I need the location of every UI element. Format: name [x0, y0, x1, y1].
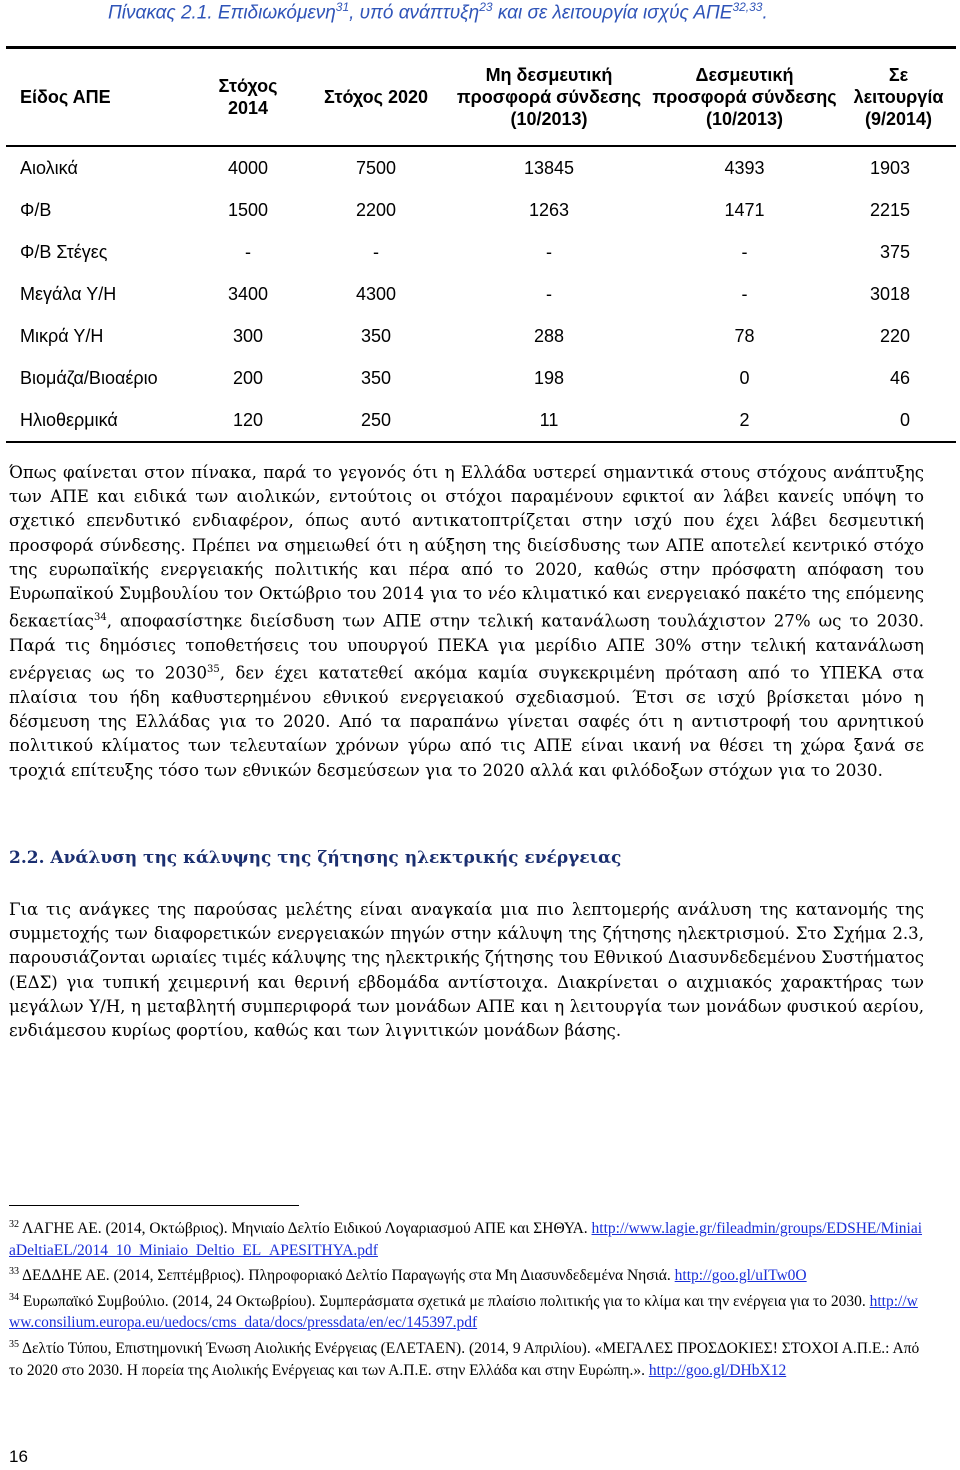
table-cell: 2215	[869, 199, 910, 220]
table-cell: 4393	[724, 157, 765, 178]
table-cell: 13845	[523, 157, 575, 178]
footnote-number: 32	[9, 1219, 19, 1230]
footnote-link[interactable]: http://goo.gl/uITw0O	[674, 1267, 807, 1285]
footnote-text: Ευρωπαϊκό Συμβούλιο. (2014, 24 Οκτωβρίου). Συμπεράσματα σχετικά με πλαίσιο πολιτικής για το κλίμα και την ενέργεια για το 2030.	[22, 1292, 866, 1310]
row-label: Φ/Β	[20, 199, 52, 220]
col-header-target-2020: Στόχος 2020	[324, 87, 428, 107]
col-header-target-2014: Στόχος 2014	[218, 76, 278, 118]
table-cell: -	[741, 241, 748, 262]
table-cell: 3018	[869, 283, 910, 304]
footnote	[9, 1261, 924, 1287]
table-cell: 78	[734, 325, 755, 346]
footnote	[9, 1334, 924, 1381]
footnotes	[9, 1214, 924, 1381]
row-label: Μικρά Υ/Η	[20, 325, 104, 346]
col-header-type: Είδος ΑΠΕ	[20, 87, 111, 107]
table-cell: 1903	[869, 157, 910, 178]
table-cell: 4300	[355, 283, 397, 304]
table-cell: 350	[360, 325, 392, 346]
table-row	[6, 146, 956, 189]
table-row	[6, 231, 956, 273]
footnote-link[interactable]: http://www.consilium.europa.eu/uedocs/cms_data/docs/pressdata/en/ec/145397.pdf	[9, 1292, 918, 1332]
table-cell: -	[546, 241, 552, 262]
col-header-operating: Σε λειτουργία (9/2014)	[853, 65, 944, 129]
footnote-number: 35	[9, 1338, 19, 1350]
footnote	[9, 1214, 924, 1261]
footnote-text: Δελτίο Τύπου, Επιστημονική Ένωση Αιολικής Ενέργειας (ΕΛΕΤΑΕΝ). (2014, 9 Απριλίου). «ΜΕΓΑΛΕΣ ΠΡΟΣΔΟΚΙΕΣ! ΣΤΟΧΟΙ Α.Π.Ε.: Από το 2020 στο 2030. Η πορεία της Αιολικής Ενέργειας και των Α.Π.Ε. στην Ελλάδα και στην Ευρώπη.».	[9, 1340, 920, 1379]
table-cell: 375	[879, 241, 910, 262]
table-cell: 0	[739, 367, 750, 388]
paragraph-2: Για τις ανάγκες της παρούσας μελέτης είναι αναγκαία μια πιο λεπτομερής ανάλυση της κατανομής της συμμετοχής των διαφορετικών ενεργειακών πηγών στην κάλυψη της ζήτησης ηλεκτρισμού. Στο Σχήμα 2.3, παρουσιάζονται ωριαίες τιμές κάλυψης της ηλεκτρικής ζήτησης του Εθνικού Διασυνδεδεμένου Συστήματος (ΕΔΣ) για τυπική χειμερινή και θερινή εβδομάδα αντίστοιχα. Διακρίνεται ο αιχμιακός χαρακτήρας των μεγάλων Υ/Η, η μεταβλητή συμπεριφορά των μονάδων ΑΠΕ και η λειτουργία των μονάδων φυσικού αερίου, ενδιάμεσου κυρίως φορτίου, καθώς και των λιγνιτικών μονάδων βάσης.	[9, 900, 924, 1041]
table-header-row	[6, 48, 956, 147]
paragraph-1: Όπως φαίνεται στον πίνακα, παρά το γεγονός ότι η Ελλάδα υστερεί σημαντικά στους στόχους ανάπτυξης των ΑΠΕ και ειδικά των αιολικών, εντούτοις οι στόχοι παραμένουν εφικτοί αν λάβει κανείς υπόψη το σχετικό επενδυτικό ενδιαφέρον, όπως αυτό αντικατοπτρίζεται στην ισχύ που έχει λάβει δεσμευτική προσφορά σύνδεσης. Πρέπει να σημειωθεί ότι η αύξηση της διείσδυσης των ΑΠΕ αποτελεί κεντρικό στόχο της ευρωπαϊκής ενεργειακής πολιτικής και πέρα από το 2020, καθώς στην πρόσφατη απόφαση του Ευρωπαϊκού Συμβουλίου τον Οκτώβριο του 2014 για το νέο κλιματικό και ενεργειακό πακέτο της επόμενης δεκαετίας$^{34}$, αποφασίστηκε διείσδυση των ΑΠΕ στην τελική κατανάλωση τουλάχιστον 27% ως το 2030. Παρά τις δημόσιες τοποθετήσεις του υπουργού ΠΕΚΑ για μερίδιο ΑΠΕ 30% στην τελική κατανάλωση ενέργειας ως το 2030$^{35}$, δεν έχει κατατεθεί ακόμα καμία συγκεκριμένη πρόταση από το ΥΠΕΚΑ στα πλαίσια του ήδη καθυστερημένου εθνικού ενεργειακού σχεδιασμού. Έτσι σε ισχύ βρίσκεται μόνο η δέσμευση της Ελλάδας για το 2020. Από τα παραπάνω γίνεται σαφές ότι η αντιστροφή του αρνητικού πολιτικού κλίματος των τελευταίων χρόνων γύρω από τις ΑΠΕ είναι ικανή να θέσει τη χώρα ξανά σε τροχιά επίτευξης τόσο των εθνικών δεσμεύσεων για το 2020 αλλά και φιλόδοξων στόχων για το 2030.	[9, 463, 924, 780]
table-cell: 200	[232, 367, 264, 388]
section-heading: 2.2. Ανάλυση της κάλυψης της ζήτησης ηλεκτρικής ενέργειας	[9, 848, 622, 868]
table-caption: Πίνακας 2.1. Επιδιωκόμενη$^{31}$, υπό ανάπτυξη$^{23}$ και σε λειτουργία ισχύς ΑΠΕ$^{32,33}$.	[108, 0, 768, 24]
footnote-text: ΛΑΓΗΕ ΑΕ. (2014, Οκτώβριος). Μηνιαίο Δελτίο Ειδικού Λογαριασμού ΑΠΕ και ΣΗΘΥΑ.	[22, 1220, 588, 1238]
footnote-number: 34	[9, 1291, 19, 1303]
table-cell: 198	[533, 367, 565, 388]
footnote-link[interactable]: http://goo.gl/DHbX12	[648, 1361, 787, 1379]
row-label: Αιολικά	[20, 157, 78, 178]
table-cell: -	[741, 283, 748, 304]
table-cell: -	[245, 241, 251, 262]
row-label: Βιομάζα/Βιοαέριο	[20, 367, 158, 388]
page-number: 16	[9, 1447, 28, 1466]
row-label: Φ/Β Στέγες	[20, 241, 108, 262]
row-label: Ηλιοθερμικά	[20, 409, 118, 430]
table-row	[6, 189, 956, 231]
footnote-separator	[9, 1205, 299, 1206]
table-cell: 46	[889, 367, 910, 388]
row-label: Μεγάλα Υ/Η	[20, 283, 117, 304]
table-cell: 0	[899, 409, 910, 430]
footnote-text: ΔΕΔΔΗΕ ΑΕ. (2014, Σεπτέμβριος). Πληροφοριακό Δελτίο Παραγωγής στα Μη Διασυνδεδεμένα Νησιά.	[22, 1267, 671, 1285]
table-row	[6, 273, 956, 315]
table-row	[6, 357, 956, 399]
table-cell: 3400	[227, 283, 269, 304]
table-cell: -	[546, 283, 552, 304]
footnote-link[interactable]: http://www.lagie.gr/fileadmin/groups/EDSHE/MiniaiaDeltiaEL/2014_10_Miniaio_Deltio_EL_APESITHYA.pdf	[9, 1220, 923, 1259]
table-cell: 1471	[724, 199, 765, 220]
col-header-nonbinding: Μη δεσμευτική προσφορά σύνδεσης (10/2013)	[456, 65, 642, 129]
table-cell: -	[373, 241, 379, 262]
table-cell: 2	[739, 409, 750, 430]
table-cell: 120	[232, 409, 264, 430]
table-cell: 1263	[528, 199, 570, 220]
table-cell: 350	[360, 367, 392, 388]
table-cell: 7500	[355, 157, 397, 178]
res-capacity-table	[6, 46, 956, 443]
table-cell: 11	[539, 409, 559, 430]
table-row	[6, 399, 956, 442]
footnote	[9, 1287, 924, 1334]
col-header-binding: Δεσμευτική προσφορά σύνδεσης (10/2013)	[652, 65, 837, 129]
table-cell: 250	[360, 409, 392, 430]
table-row	[6, 315, 956, 357]
footnote-number: 33	[9, 1266, 19, 1278]
table-cell: 4000	[227, 157, 269, 178]
table-cell: 2200	[355, 199, 397, 220]
table-cell: 1500	[227, 199, 269, 220]
table-cell: 300	[232, 325, 264, 346]
table-cell: 220	[879, 325, 910, 346]
table-cell: 288	[533, 325, 565, 346]
